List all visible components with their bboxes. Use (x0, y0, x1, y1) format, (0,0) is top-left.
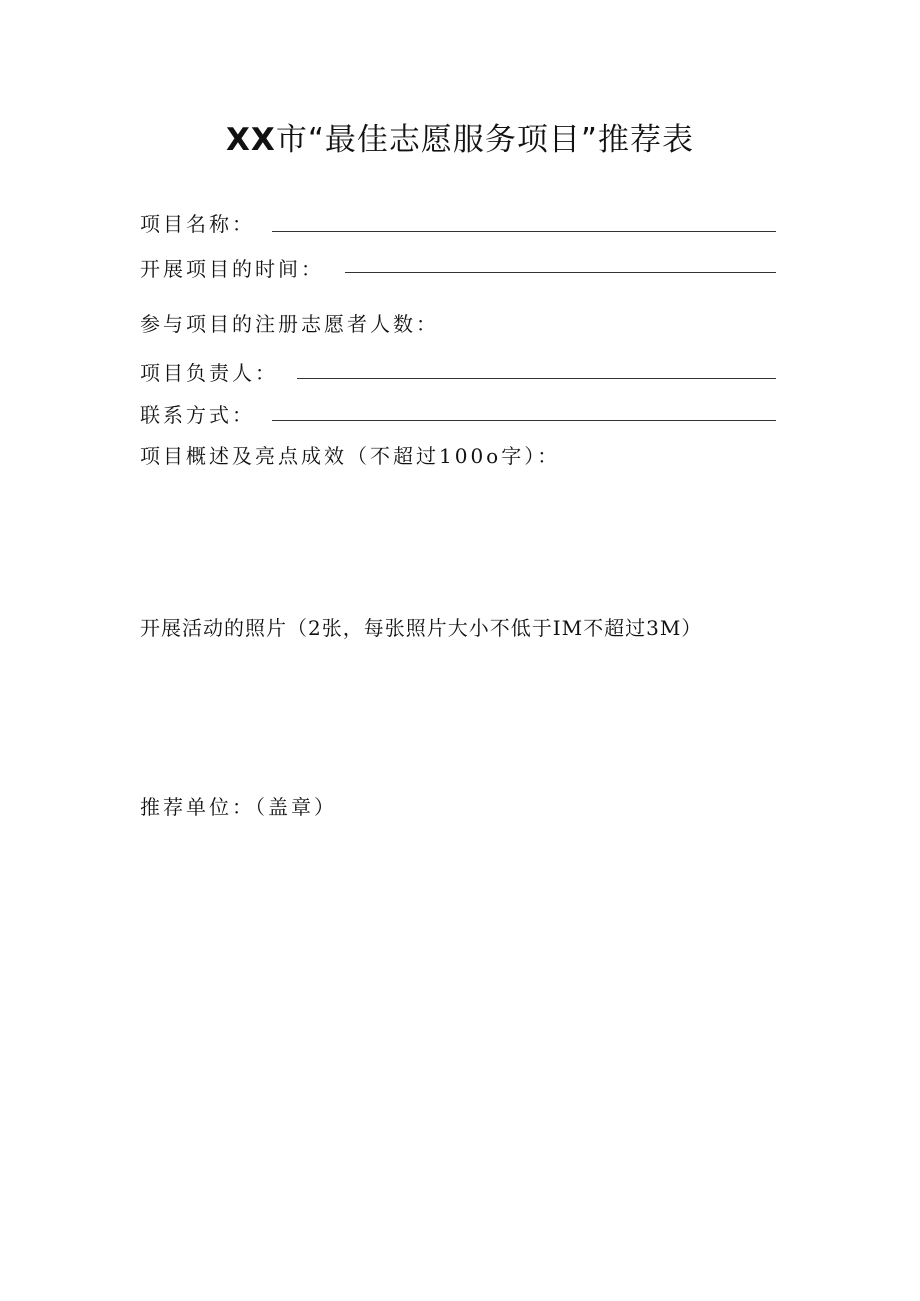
project-time-fill-line[interactable] (345, 272, 776, 273)
document-title (0, 114, 920, 159)
contact-fill-line[interactable] (272, 420, 776, 421)
project-time-label: 开展项目的时间： (140, 257, 324, 281)
project-name-label: 项目名称： (140, 212, 255, 236)
contact-label: 联系方式： (140, 403, 255, 427)
project-name-fill-line[interactable] (272, 231, 776, 232)
project-leader-fill-line[interactable] (297, 378, 776, 379)
title-prefix: XX (226, 122, 276, 158)
summary-label: 项目概述及亮点成效（不超过100o字）： (140, 444, 561, 468)
photos-label: 开展活动的照片（2张，每张照片大小不低于IM不超过3M） (140, 616, 703, 640)
volunteer-count-label: 参与项目的注册志愿者人数： (140, 312, 439, 336)
project-leader-label: 项目负责人： (140, 361, 278, 385)
title-main: 市“最佳志愿服务项目”推荐表 (275, 122, 694, 158)
recommending-unit-label: 推荐单位：（盖章） (140, 795, 337, 819)
